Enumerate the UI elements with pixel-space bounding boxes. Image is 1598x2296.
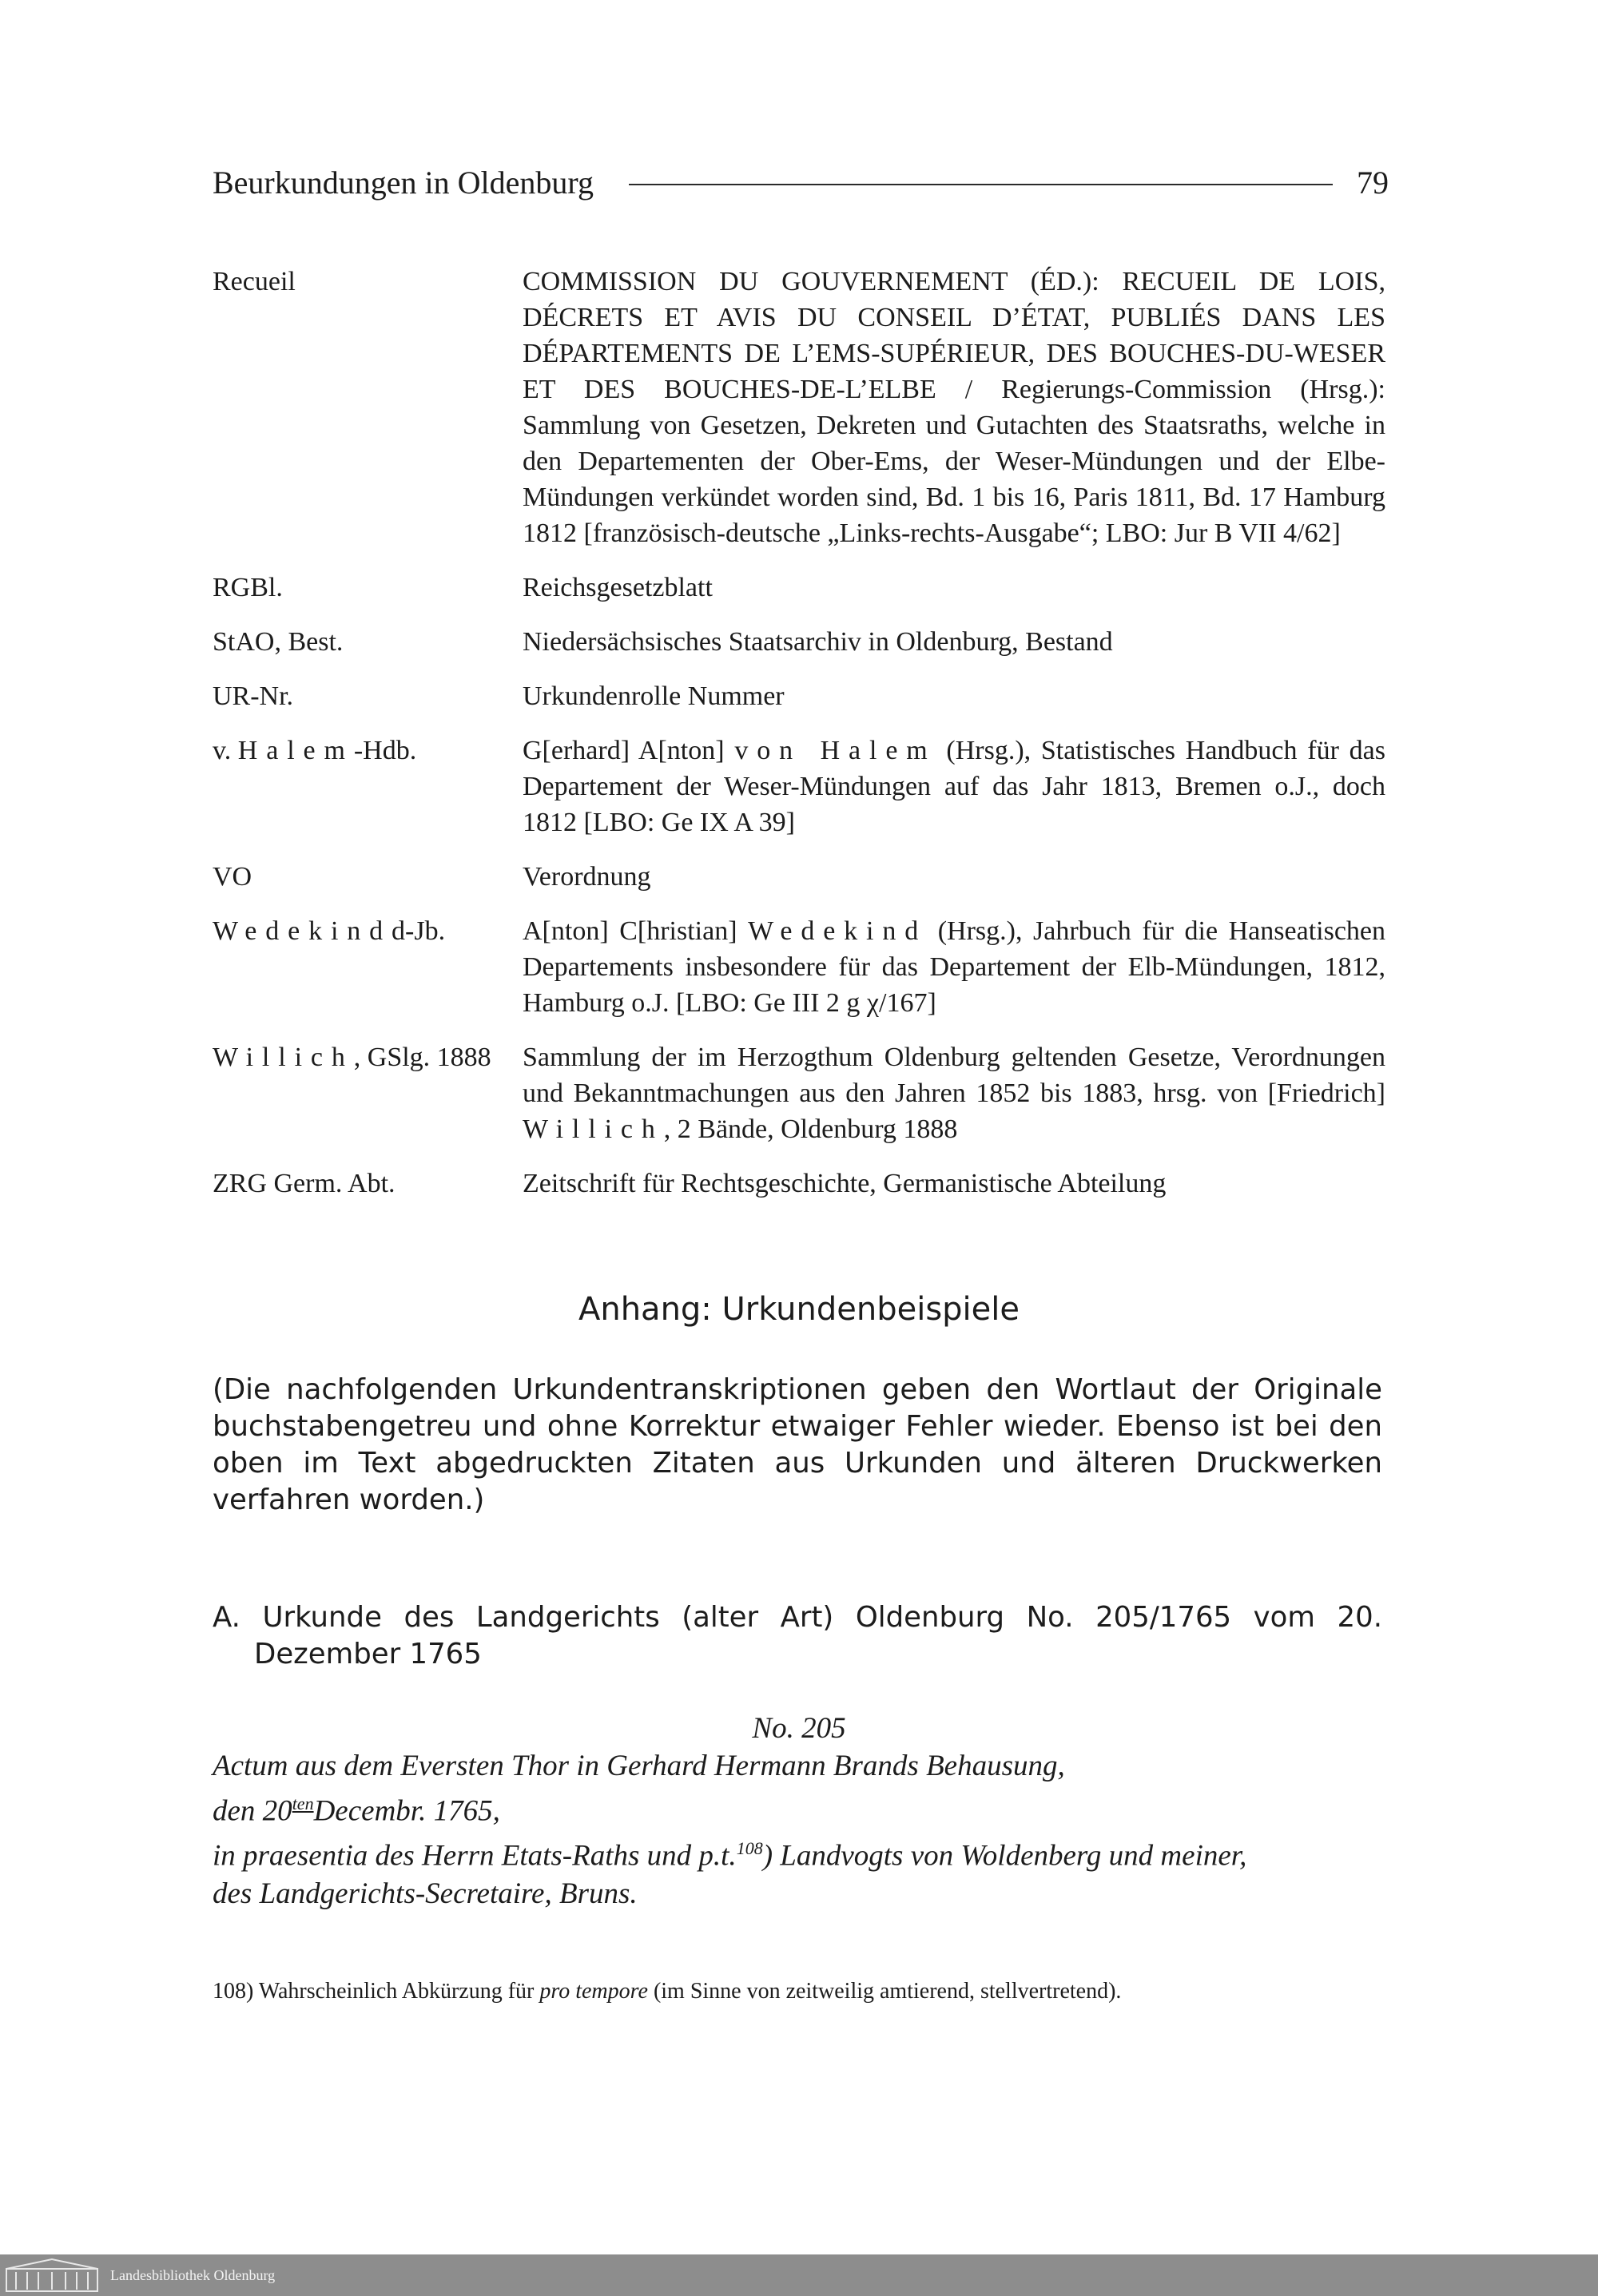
abbreviation-term — [213, 913, 523, 1021]
abbreviation-entry — [213, 1039, 1385, 1147]
footnote-text: (im Sinne von zeitweilig amtierend, stellvertretend). — [647, 1979, 1122, 2004]
abbreviation-term: ZRG Germ. Abt. — [213, 1169, 396, 1198]
library-name: Landesbibliothek Oldenburg — [110, 2266, 276, 2283]
spaced-name: Willich — [213, 1043, 354, 1072]
transcription-note: (Die nachfolgenden Urkundentranskriptionen geben den Wortlaut der Originale buchstabengetreu und ohne Korrektur etwaiger Fehler wieder. Ebenso ist bei den oben im Text abgedruckten Zitaten aus Urkunden und älteren Druckwerken verfahren worden.) — [213, 1373, 1382, 1516]
abbreviation-term — [213, 733, 523, 840]
running-title: Beurkundungen in Oldenburg — [213, 164, 594, 201]
spaced-name: Halem — [237, 736, 354, 765]
superscript-ordinal: ten — [292, 1794, 314, 1813]
spaced-name: Wedekind — [213, 916, 392, 946]
running-header — [213, 160, 1389, 205]
definition-text: Sammlung der im Herzogthum Oldenburg geltenden Gesetze, Verordnungen und Bekanntmachungen aus den Jahren 1852 bis 1883, hrsg. von [Friedrich] — [523, 1043, 1385, 1108]
abbreviation-entry — [213, 264, 1385, 551]
abbreviation-definition: Urkundenrolle Nummer — [523, 681, 785, 711]
transcript-line: Actum aus dem Eversten Thor in Gerhard Hermann Brands Behausung, — [213, 1750, 1065, 1782]
definition-text: A[nton] C[hristian] — [523, 916, 749, 946]
abbreviation-definition: Verordnung — [523, 862, 651, 892]
abbreviation-entry — [213, 913, 1385, 1021]
appendix-heading: Anhang: Urkundenbeispiele — [578, 1291, 1020, 1328]
spaced-name: von Halem — [734, 736, 936, 765]
abbreviation-entry — [213, 733, 1385, 840]
abbreviation-entry — [213, 1166, 1385, 1202]
abbreviation-entry — [213, 624, 1385, 660]
document-number: No. 205 — [752, 1712, 846, 1745]
abbreviation-term: RGBl. — [213, 573, 283, 602]
footnote — [213, 1976, 1385, 2007]
library-footer-bar — [0, 2254, 1598, 2296]
abbreviation-entry — [213, 678, 1385, 714]
abbreviation-entry — [213, 570, 1385, 606]
header-rule — [629, 184, 1333, 185]
transcript-text: ) Landvogts von Woldenberg und meiner, — [762, 1839, 1247, 1873]
definition-text: G[erhard] A[nton] — [523, 736, 735, 765]
transcript-line — [213, 1829, 1385, 1874]
definition-text: (Hrsg.), Statistisches Handbuch für das Departement der Weser-Mündungen auf das Jahr 1813, Bremen o.J., doch 1812 [LBO: Ge IX A 39] — [523, 736, 1385, 837]
abbreviation-term: StAO, Best. — [213, 627, 344, 657]
section-heading-a: A. Urkunde des Landgerichts (alter Art) Oldenburg No. 205/1765 vom 20. Dezember 1765 — [213, 1601, 1382, 1670]
transcript-text: den 20 — [213, 1794, 292, 1828]
abbreviation-definition — [523, 913, 1385, 1021]
term-prefix: v. — [213, 736, 238, 765]
definition-text: (Hrsg.), Jahrbuch für die Hanseatischen Departements insbesondere für das Departement der Elb-Mündungen, 1812, Hamburg o.J. [LBO: Ge III 2 g χ/167] — [523, 916, 1385, 1018]
abbreviation-list — [213, 264, 1385, 1220]
term-suffix: , GSlg. 1888 — [353, 1043, 491, 1072]
spaced-name: Wedekind — [748, 916, 928, 946]
transcript-text: in praesentia des Herrn Etats-Raths und p.t. — [213, 1839, 737, 1873]
spaced-name: Willich — [523, 1114, 664, 1144]
abbreviation-definition: Zeitschrift für Rechtsgeschichte, Germanistische Abteilung — [523, 1169, 1167, 1198]
term-suffix: d-Jb. — [392, 916, 446, 946]
abbreviation-entry — [213, 859, 1385, 895]
abbreviation-definition — [523, 733, 1385, 840]
transcript-line — [213, 1785, 1385, 1829]
footnote-text: 108) Wahrscheinlich Abkürzung für — [213, 1979, 540, 2004]
transcript-line: des Landgerichts-Secretaire, Bruns. — [213, 1877, 638, 1910]
footnote-italic: pro tempore — [539, 1979, 648, 2004]
abbreviation-definition: COMMISSION DU GOUVERNEMENT (ÉD.): RECUEIL DE LOIS, DÉCRETS ET AVIS DU CONSEIL D’ÉTAT, PUBLIÉS DANS LES DÉPARTEMENTS DE L’EMS-SUPÉRIEUR, DES BOUCHES-DU-WESER ET DES BOUCHES-DE-L’ELBE / Regierungs-Commission (Hrsg.): Sammlung von Gesetzen, Dekreten und Gutachten des Staatsraths, welche in den Departementen der Ober-Ems, der Weser-Mündungen und der Elbe-Mündungen verkündet worden sind, Bd. 1 bis 16, Paris 1811, Bd. 17 Hamburg 1812 [französisch-deutsche „Links-rechts-Ausgabe“; LBO: Jur B VII 4/62] — [523, 267, 1385, 548]
transcript-text: Decembr. 1765, — [313, 1794, 500, 1828]
library-building-icon — [5, 2258, 99, 2293]
page-number: 79 — [1357, 164, 1389, 201]
abbreviation-definition: Reichsgesetzblatt — [523, 573, 713, 602]
abbreviation-term — [213, 1039, 523, 1147]
abbreviation-definition: Niedersächsisches Staatsarchiv in Oldenburg, Bestand — [523, 627, 1113, 657]
document-transcript — [213, 1710, 1385, 1913]
term-suffix: -Hdb. — [353, 736, 417, 765]
abbreviation-definition — [523, 1039, 1385, 1147]
abbreviation-term: UR-Nr. — [213, 681, 294, 711]
footnote-reference[interactable]: 108 — [736, 1838, 763, 1859]
abbreviation-term: Recueil — [213, 267, 296, 296]
abbreviation-term: VO — [213, 862, 252, 892]
definition-text: , 2 Bände, Oldenburg 1888 — [663, 1114, 958, 1144]
